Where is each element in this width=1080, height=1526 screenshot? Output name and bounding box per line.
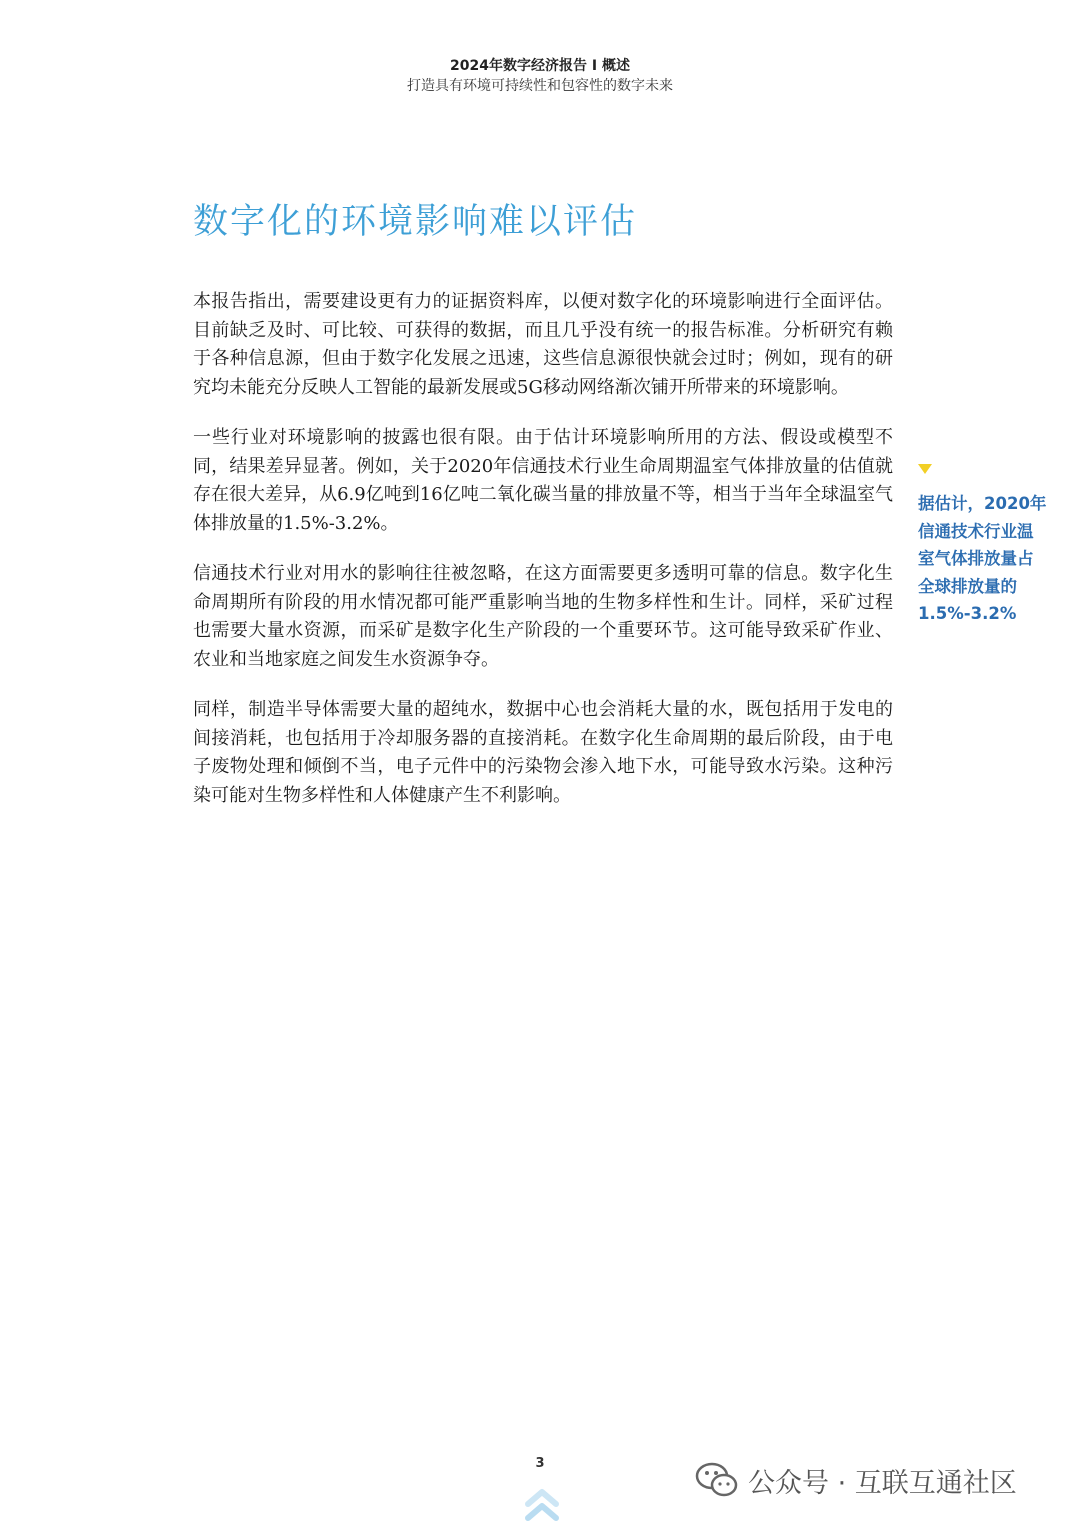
callout-text — [918, 490, 1058, 628]
paragraph-2: 一些行业对环境影响的披露也很有限。由于估计环境影响所用的方法、假设或模型不同，结果差异显著。例如，关于2020年信通技术行业生命周期温室气体排放量的估值就存在很大差异，从6.9亿吨到16亿吨二氧化碳当量的排放量不等，相当于当年全球温室气体排放量的1.5%-3.2%。 — [193, 427, 893, 534]
page-number: 3 — [535, 1456, 545, 1471]
callout-line-3: 室气体排放量占 — [918, 549, 1034, 568]
body-text — [193, 288, 893, 832]
report-subtitle: 打造具有环境可持续性和包容性的数字未来 — [407, 78, 673, 94]
page-header — [0, 56, 1080, 96]
paragraph-1: 本报告指出，需要建设更有力的证据资料库，以便对数字化的环境影响进行全面评估。目前缺乏及时、可比较、可获得的数据，而且几乎没有统一的报告标准。分析研究有赖于各种信息源，但由于数字化发展之迅速，这些信息源很快就会过时；例如，现有的研究均未能充分反映人工智能的最新发展或5G移动网络渐次铺开所带来的环境影响。 — [193, 291, 893, 398]
watermark-text: 公众号 · 互联互通社区 — [748, 1467, 1017, 1499]
paragraph-4: 同样，制造半导体需要大量的超纯水，数据中心也会消耗大量的水，既包括用于发电的间接消耗，也包括用于冷却服务器的直接消耗。在数字化生命周期的最后阶段，由于电子废物处理和倾倒不当，电子元件中的污染物会渗入地下水，可能导致水污染。这种污染可能对生物多样性和人体健康产生不利影响。 — [193, 699, 893, 806]
callout-line-5: 1.5%-3.2% — [918, 604, 1017, 623]
sidebar-callout — [918, 464, 1058, 628]
triangle-marker-icon — [918, 464, 932, 474]
watermark — [694, 1460, 1017, 1500]
callout-line-2: 信通技术行业温 — [918, 521, 1034, 541]
callout-line-1: 据估计，2020年 — [918, 494, 1047, 513]
scroll-up-chevron-icon[interactable] — [522, 1484, 562, 1526]
callout-line-4: 全球排放量的 — [918, 576, 1017, 596]
report-title: 2024年数字经济报告 I 概述 — [450, 58, 630, 74]
paragraph-3: 信通技术行业对用水的影响往往被忽略，在这方面需要更多透明可靠的信息。数字化生命周期所有阶段的用水情况都可能严重影响当地的生物多样性和生计。同样，采矿过程也需要大量水资源，而采矿是数字化生产阶段的一个重要环节。这可能导致采矿作业、农业和当地家庭之间发生水资源争夺。 — [193, 563, 893, 670]
wechat-icon — [694, 1460, 740, 1500]
section-title: 数字化的环境影响难以评估 — [193, 202, 638, 242]
